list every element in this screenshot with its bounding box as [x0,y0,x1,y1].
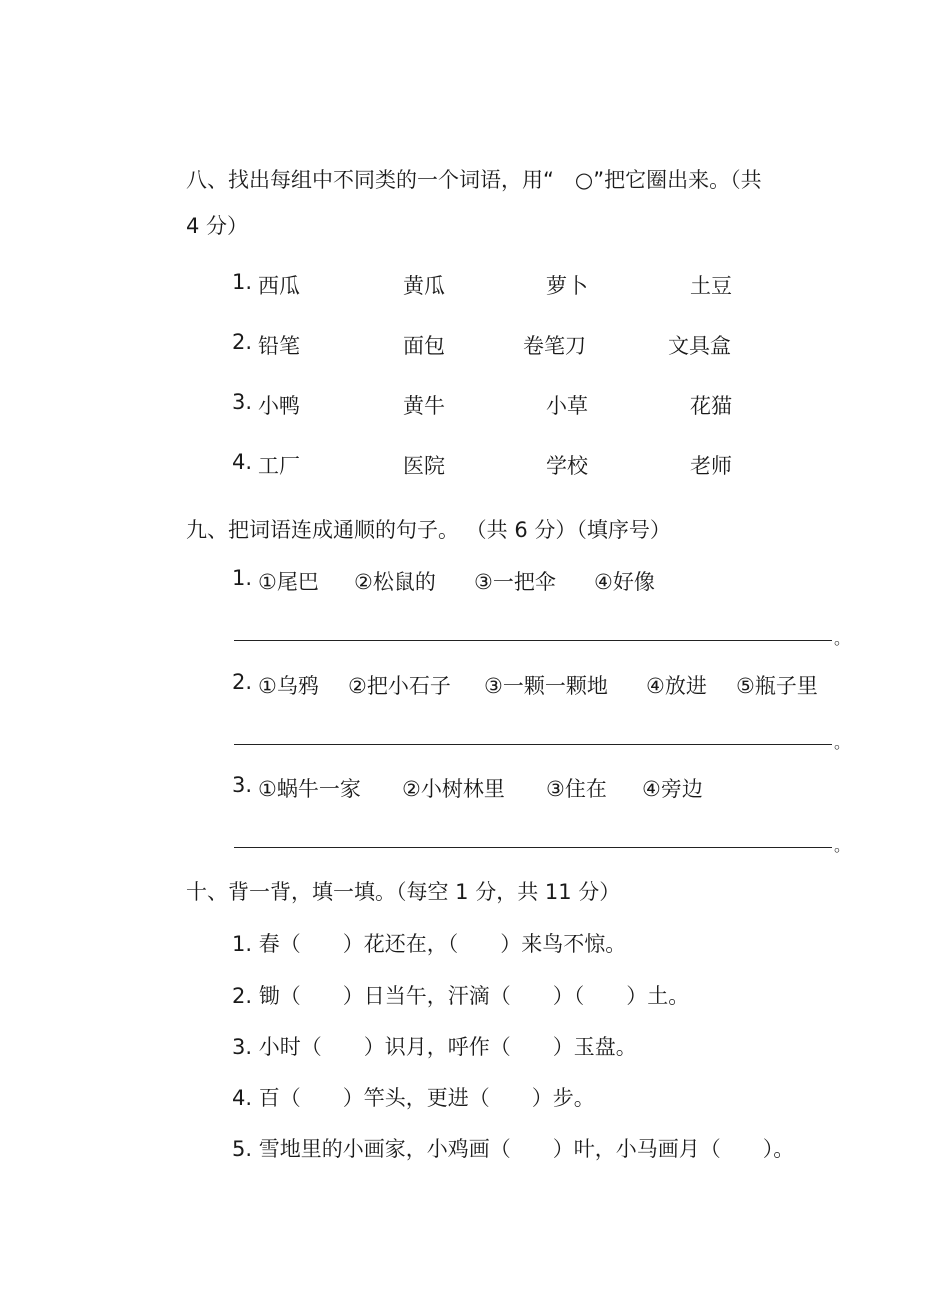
period: 。 [834,836,851,855]
section8-heading-cont: 4 分） [186,214,249,238]
row-number: 3. [232,390,253,414]
word-part: ④好像 [594,570,655,594]
word: 面包 [403,334,445,358]
answer-line[interactable] [234,847,832,848]
answer-line[interactable] [234,640,832,641]
word-part: ①尾巴 [258,570,319,594]
poem-fill-item-5: 5. 雪地里的小画家，小鸡画（ ）叶，小马画月（ ）。 [232,1137,795,1161]
word-part: ③一把伞 [474,570,556,594]
word: 学校 [546,454,588,478]
word: 小草 [546,394,588,418]
poem-fill-item-2: 2. 锄（ ）日当午，汗滴（ ）（ ）土。 [232,984,690,1008]
item-number: 1. [232,566,253,590]
period: 。 [834,733,851,752]
poem-fill-item-1: 1. 春（ ）花还在，（ ）来鸟不惊。 [232,932,627,956]
section9-heading: 九、把词语连成通顺的句子。 （共 6 分）（填序号） [186,518,671,542]
word-part: ④旁边 [642,777,703,801]
word-part: ⑤瓶子里 [736,674,818,698]
word: 文具盒 [668,334,731,358]
word: 医院 [403,454,445,478]
word: 西瓜 [258,274,300,298]
answer-line[interactable] [234,744,832,745]
poem-fill-item-3: 3. 小时（ ）识月，呼作（ ）玉盘。 [232,1035,637,1059]
word-part: ③住在 [546,777,607,801]
row-number: 4. [232,450,253,474]
word: 小鸭 [258,394,300,418]
word: 铅笔 [258,334,300,358]
word: 萝卜 [546,274,588,298]
word-part: ②松鼠的 [354,570,436,594]
word-part: ③一颗一颗地 [484,674,608,698]
section8-heading: 八、找出每组中不同类的一个词语，用“ ○”把它圈出来。（共 [186,168,762,192]
word: 工厂 [258,454,300,478]
section10-heading: 十、背一背，填一填。（每空 1 分，共 11 分） [186,880,621,904]
row-number: 2. [232,330,253,354]
item-number: 3. [232,773,253,797]
word: 花猫 [690,394,732,418]
word-part: ①蜗牛一家 [258,777,361,801]
word-part: ②小树林里 [402,777,505,801]
word: 土豆 [690,274,732,298]
word: 黄牛 [403,394,445,418]
row-number: 1. [232,270,253,294]
poem-fill-item-4: 4. 百（ ）竿头，更进（ ）步。 [232,1086,595,1110]
word: 黄瓜 [403,274,445,298]
word: 老师 [690,454,732,478]
word-part: ④放进 [646,674,707,698]
period: 。 [834,629,851,648]
item-number: 2. [232,670,253,694]
word-part: ②把小石子 [348,674,451,698]
word-part: ①乌鸦 [258,674,319,698]
word: 卷笔刀 [523,334,586,358]
